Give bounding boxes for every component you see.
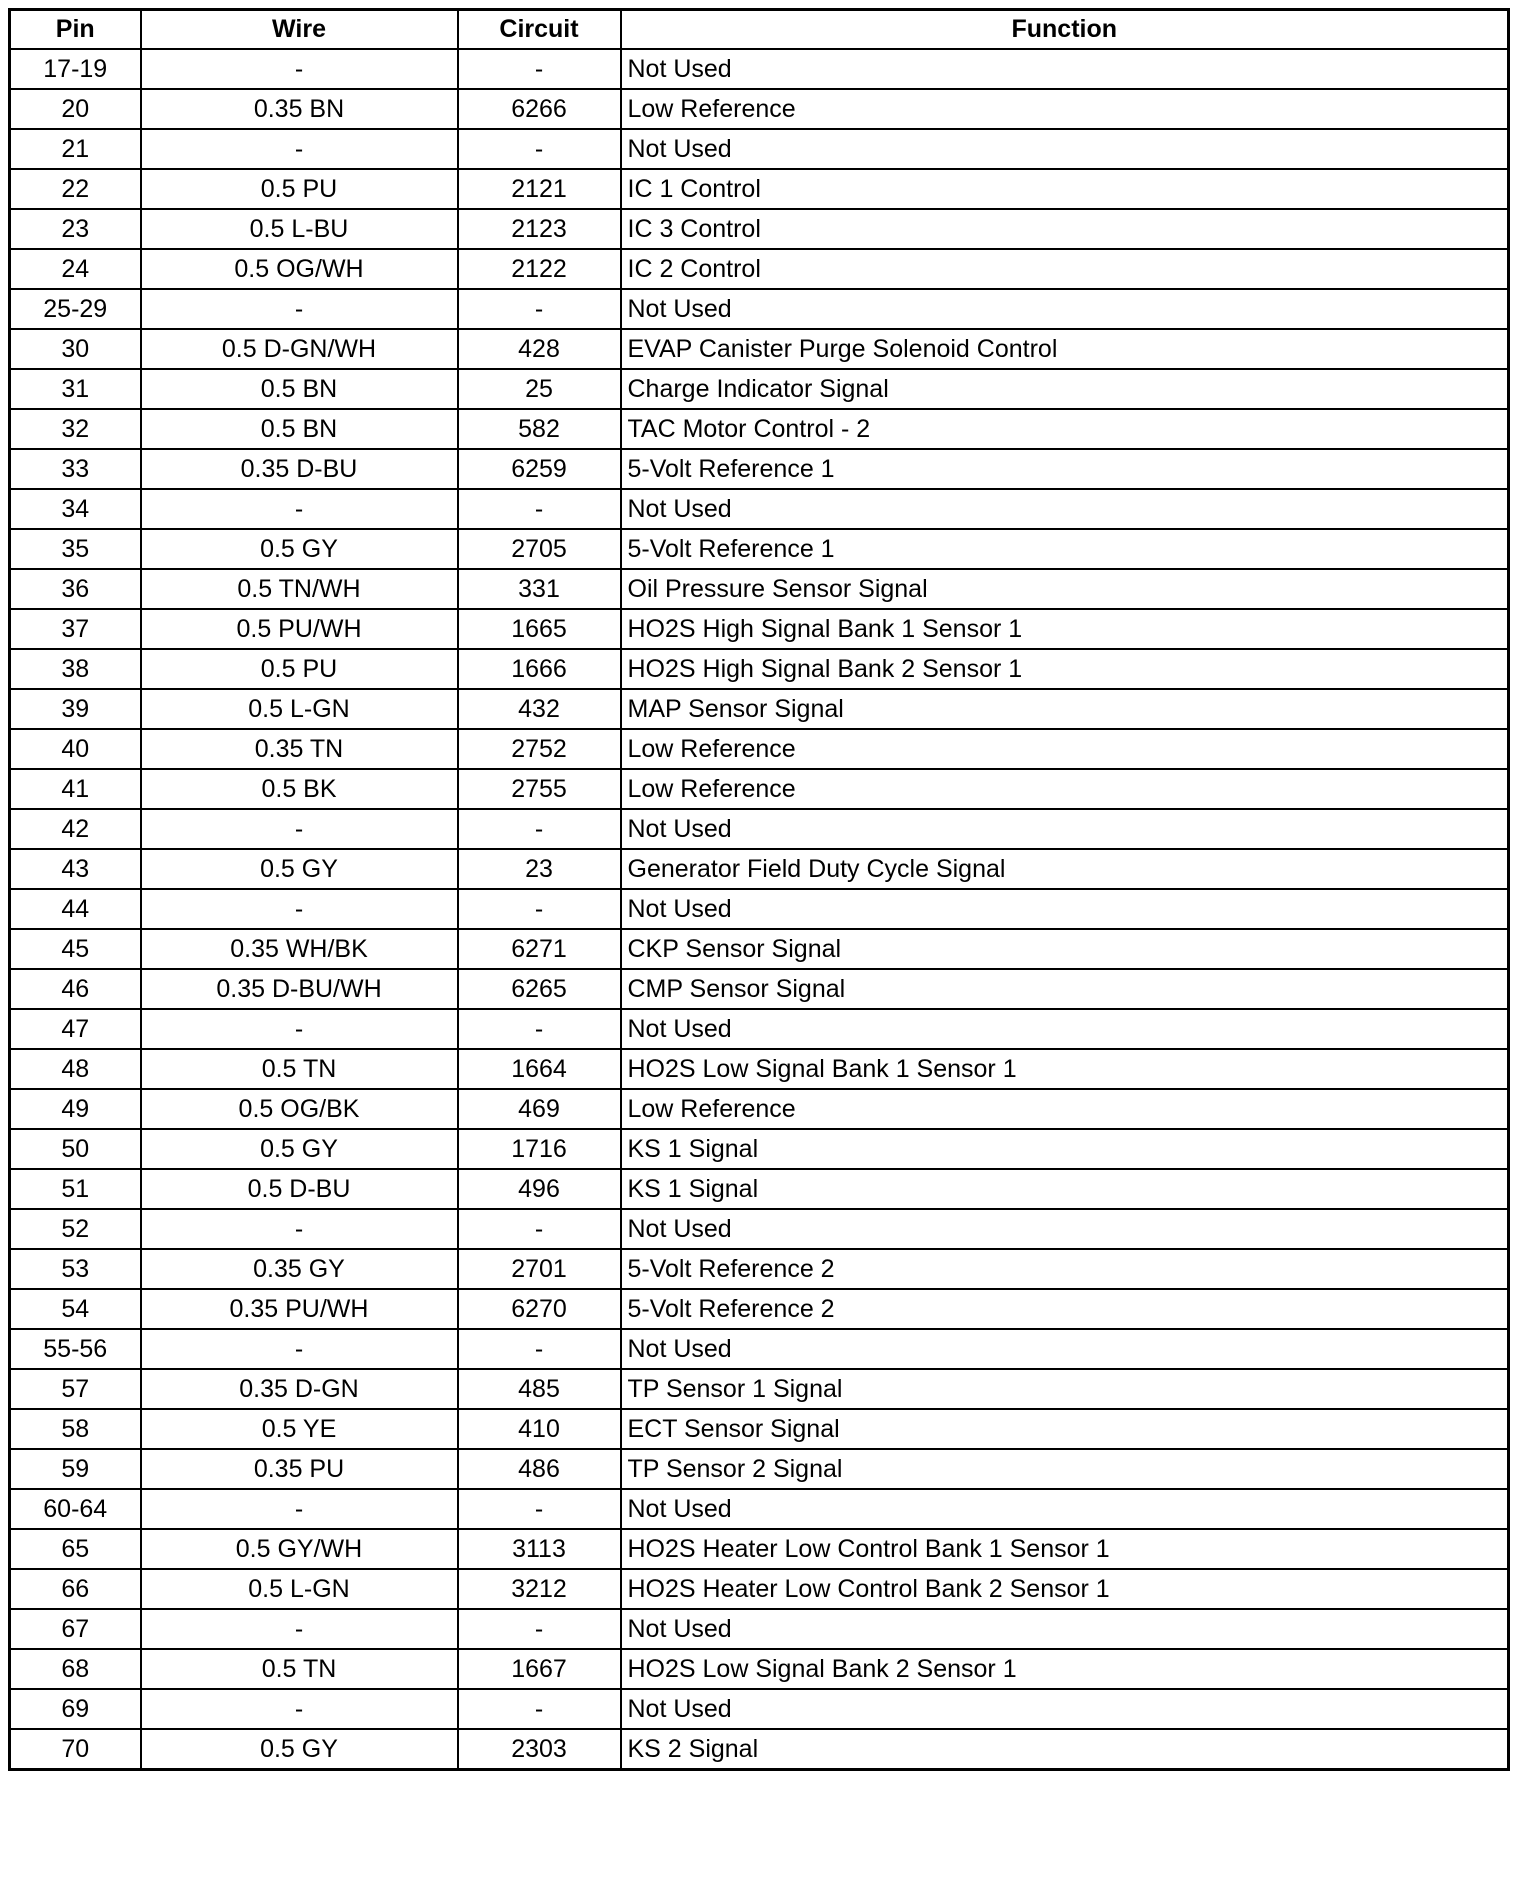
table-row [10, 689, 1509, 729]
cell-wire: - [141, 1689, 458, 1729]
table-row [10, 769, 1509, 809]
table-row [10, 1569, 1509, 1609]
table-row [10, 1249, 1509, 1289]
cell-function: HO2S Heater Low Control Bank 2 Sensor 1 [621, 1569, 1509, 1609]
cell-pin: 35 [10, 529, 141, 569]
cell-circuit: 1716 [458, 1129, 621, 1169]
cell-circuit: 6266 [458, 89, 621, 129]
cell-circuit: 485 [458, 1369, 621, 1409]
cell-wire: - [141, 489, 458, 529]
table-row [10, 729, 1509, 769]
cell-wire: 0.5 GY [141, 1129, 458, 1169]
cell-pin: 54 [10, 1289, 141, 1329]
cell-wire: - [141, 889, 458, 929]
cell-circuit: - [458, 1209, 621, 1249]
table-row [10, 1649, 1509, 1689]
cell-pin: 39 [10, 689, 141, 729]
cell-circuit: 2705 [458, 529, 621, 569]
cell-wire: 0.5 D-GN/WH [141, 329, 458, 369]
cell-pin: 24 [10, 249, 141, 289]
table-row [10, 1529, 1509, 1569]
cell-wire: 0.5 GY [141, 1729, 458, 1770]
cell-wire: 0.35 PU [141, 1449, 458, 1489]
table-row [10, 1369, 1509, 1409]
cell-circuit: 432 [458, 689, 621, 729]
cell-function: Not Used [621, 49, 1509, 89]
cell-wire: 0.5 BN [141, 409, 458, 449]
cell-pin: 21 [10, 129, 141, 169]
cell-pin: 66 [10, 1569, 141, 1609]
table-row [10, 1609, 1509, 1649]
table-row [10, 889, 1509, 929]
table-row [10, 1209, 1509, 1249]
cell-pin: 57 [10, 1369, 141, 1409]
cell-circuit: 2122 [458, 249, 621, 289]
cell-circuit: 331 [458, 569, 621, 609]
cell-wire: - [141, 809, 458, 849]
cell-pin: 55-56 [10, 1329, 141, 1369]
cell-circuit: 428 [458, 329, 621, 369]
cell-pin: 60-64 [10, 1489, 141, 1529]
cell-circuit: 6270 [458, 1289, 621, 1329]
cell-circuit: 2123 [458, 209, 621, 249]
cell-pin: 38 [10, 649, 141, 689]
cell-pin: 49 [10, 1089, 141, 1129]
cell-function: HO2S High Signal Bank 2 Sensor 1 [621, 649, 1509, 689]
cell-circuit: - [458, 809, 621, 849]
table-row [10, 569, 1509, 609]
cell-function: Not Used [621, 289, 1509, 329]
cell-wire: 0.5 OG/WH [141, 249, 458, 289]
cell-circuit: 486 [458, 1449, 621, 1489]
table-row [10, 1049, 1509, 1089]
cell-pin: 42 [10, 809, 141, 849]
cell-pin: 25-29 [10, 289, 141, 329]
cell-function: MAP Sensor Signal [621, 689, 1509, 729]
cell-function: TP Sensor 2 Signal [621, 1449, 1509, 1489]
cell-function: Not Used [621, 1009, 1509, 1049]
table-row [10, 249, 1509, 289]
cell-function: KS 1 Signal [621, 1169, 1509, 1209]
cell-pin: 48 [10, 1049, 141, 1089]
table-row [10, 1489, 1509, 1529]
cell-wire: - [141, 1489, 458, 1529]
cell-wire: 0.35 D-BU [141, 449, 458, 489]
cell-pin: 41 [10, 769, 141, 809]
cell-wire: - [141, 1609, 458, 1649]
cell-circuit: - [458, 49, 621, 89]
table-row [10, 209, 1509, 249]
table-row [10, 89, 1509, 129]
cell-function: TAC Motor Control - 2 [621, 409, 1509, 449]
table-row [10, 49, 1509, 89]
cell-pin: 70 [10, 1729, 141, 1770]
cell-function: HO2S High Signal Bank 1 Sensor 1 [621, 609, 1509, 649]
cell-wire: 0.5 PU [141, 169, 458, 209]
cell-function: Not Used [621, 1609, 1509, 1649]
table-row [10, 1449, 1509, 1489]
cell-function: Low Reference [621, 769, 1509, 809]
cell-circuit: 23 [458, 849, 621, 889]
cell-pin: 37 [10, 609, 141, 649]
cell-pin: 51 [10, 1169, 141, 1209]
cell-pin: 40 [10, 729, 141, 769]
cell-pin: 67 [10, 1609, 141, 1649]
cell-circuit: 2701 [458, 1249, 621, 1289]
cell-wire: 0.35 TN [141, 729, 458, 769]
table-row [10, 1129, 1509, 1169]
cell-pin: 23 [10, 209, 141, 249]
cell-circuit: - [458, 1489, 621, 1529]
cell-circuit: 496 [458, 1169, 621, 1209]
cell-wire: 0.5 D-BU [141, 1169, 458, 1209]
cell-wire: 0.5 BK [141, 769, 458, 809]
cell-pin: 68 [10, 1649, 141, 1689]
cell-function: IC 2 Control [621, 249, 1509, 289]
cell-circuit: - [458, 889, 621, 929]
cell-wire: 0.5 GY [141, 529, 458, 569]
cell-function: Generator Field Duty Cycle Signal [621, 849, 1509, 889]
cell-pin: 52 [10, 1209, 141, 1249]
cell-pin: 69 [10, 1689, 141, 1729]
cell-function: HO2S Heater Low Control Bank 1 Sensor 1 [621, 1529, 1509, 1569]
cell-circuit: 3113 [458, 1529, 621, 1569]
cell-wire: 0.5 TN [141, 1049, 458, 1089]
cell-circuit: 25 [458, 369, 621, 409]
connector-pinout-table [8, 8, 1510, 1771]
cell-function: IC 3 Control [621, 209, 1509, 249]
cell-wire: 0.5 TN [141, 1649, 458, 1689]
cell-pin: 33 [10, 449, 141, 489]
cell-wire: 0.5 GY [141, 849, 458, 889]
table-row [10, 1169, 1509, 1209]
table-row [10, 1689, 1509, 1729]
cell-circuit: 2755 [458, 769, 621, 809]
cell-function: Not Used [621, 1329, 1509, 1369]
cell-wire: 0.35 D-BU/WH [141, 969, 458, 1009]
cell-wire: 0.35 PU/WH [141, 1289, 458, 1329]
table-row [10, 1329, 1509, 1369]
cell-circuit: 6271 [458, 929, 621, 969]
table-row [10, 329, 1509, 369]
cell-circuit: - [458, 489, 621, 529]
cell-function: HO2S Low Signal Bank 1 Sensor 1 [621, 1049, 1509, 1089]
cell-function: Not Used [621, 809, 1509, 849]
cell-wire: 0.5 L-GN [141, 689, 458, 729]
cell-pin: 45 [10, 929, 141, 969]
cell-circuit: 1665 [458, 609, 621, 649]
header-circuit: Circuit [458, 10, 621, 50]
cell-pin: 30 [10, 329, 141, 369]
cell-pin: 43 [10, 849, 141, 889]
cell-wire: 0.5 BN [141, 369, 458, 409]
cell-wire: 0.35 D-GN [141, 1369, 458, 1409]
table-row [10, 529, 1509, 569]
cell-function: Low Reference [621, 89, 1509, 129]
table-row [10, 169, 1509, 209]
header-row [10, 10, 1509, 50]
cell-pin: 31 [10, 369, 141, 409]
cell-wire: - [141, 1329, 458, 1369]
cell-function: 5-Volt Reference 2 [621, 1289, 1509, 1329]
cell-circuit: - [458, 289, 621, 329]
cell-pin: 20 [10, 89, 141, 129]
table-row [10, 449, 1509, 489]
cell-pin: 17-19 [10, 49, 141, 89]
cell-circuit: 2752 [458, 729, 621, 769]
table-row [10, 849, 1509, 889]
cell-function: Low Reference [621, 1089, 1509, 1129]
table-row [10, 809, 1509, 849]
cell-wire: 0.5 OG/BK [141, 1089, 458, 1129]
cell-function: HO2S Low Signal Bank 2 Sensor 1 [621, 1649, 1509, 1689]
cell-pin: 47 [10, 1009, 141, 1049]
cell-pin: 59 [10, 1449, 141, 1489]
table-row [10, 1089, 1509, 1129]
cell-circuit: - [458, 1689, 621, 1729]
table-row [10, 1409, 1509, 1449]
table-row [10, 289, 1509, 329]
cell-function: Not Used [621, 129, 1509, 169]
header-function: Function [621, 10, 1509, 50]
cell-circuit: 6259 [458, 449, 621, 489]
cell-wire: 0.5 L-GN [141, 1569, 458, 1609]
table-row [10, 609, 1509, 649]
cell-circuit: - [458, 129, 621, 169]
cell-function: Oil Pressure Sensor Signal [621, 569, 1509, 609]
cell-function: CKP Sensor Signal [621, 929, 1509, 969]
cell-circuit: - [458, 1329, 621, 1369]
cell-circuit: 582 [458, 409, 621, 449]
cell-function: IC 1 Control [621, 169, 1509, 209]
cell-function: ECT Sensor Signal [621, 1409, 1509, 1449]
cell-function: Charge Indicator Signal [621, 369, 1509, 409]
cell-wire: 0.5 L-BU [141, 209, 458, 249]
cell-pin: 22 [10, 169, 141, 209]
cell-wire: - [141, 289, 458, 329]
cell-wire: 0.35 GY [141, 1249, 458, 1289]
table-row [10, 969, 1509, 1009]
cell-wire: 0.5 GY/WH [141, 1529, 458, 1569]
table-row [10, 489, 1509, 529]
cell-wire: - [141, 1009, 458, 1049]
cell-pin: 50 [10, 1129, 141, 1169]
cell-pin: 46 [10, 969, 141, 1009]
cell-function: Not Used [621, 1489, 1509, 1529]
cell-wire: - [141, 49, 458, 89]
cell-function: Not Used [621, 1209, 1509, 1249]
cell-pin: 36 [10, 569, 141, 609]
cell-function: EVAP Canister Purge Solenoid Control [621, 329, 1509, 369]
cell-function: 5-Volt Reference 1 [621, 529, 1509, 569]
table-row [10, 649, 1509, 689]
cell-wire: 0.35 BN [141, 89, 458, 129]
cell-function: Not Used [621, 1689, 1509, 1729]
table-body [10, 49, 1509, 1770]
cell-pin: 34 [10, 489, 141, 529]
cell-pin: 65 [10, 1529, 141, 1569]
header-pin: Pin [10, 10, 141, 50]
cell-pin: 58 [10, 1409, 141, 1449]
cell-function: 5-Volt Reference 1 [621, 449, 1509, 489]
cell-circuit: 2303 [458, 1729, 621, 1770]
cell-circuit: - [458, 1609, 621, 1649]
cell-function: CMP Sensor Signal [621, 969, 1509, 1009]
cell-function: Low Reference [621, 729, 1509, 769]
cell-circuit: 2121 [458, 169, 621, 209]
cell-circuit: 410 [458, 1409, 621, 1449]
cell-wire: 0.5 TN/WH [141, 569, 458, 609]
header-wire: Wire [141, 10, 458, 50]
cell-function: KS 2 Signal [621, 1729, 1509, 1770]
cell-function: TP Sensor 1 Signal [621, 1369, 1509, 1409]
cell-wire: - [141, 1209, 458, 1249]
table-row [10, 1009, 1509, 1049]
table-row [10, 409, 1509, 449]
cell-circuit: 3212 [458, 1569, 621, 1609]
cell-wire: 0.5 YE [141, 1409, 458, 1449]
cell-circuit: 1667 [458, 1649, 621, 1689]
cell-circuit: 1666 [458, 649, 621, 689]
table-row [10, 1729, 1509, 1770]
cell-function: KS 1 Signal [621, 1129, 1509, 1169]
cell-circuit: 469 [458, 1089, 621, 1129]
table-row [10, 129, 1509, 169]
cell-wire: 0.5 PU/WH [141, 609, 458, 649]
table-row [10, 929, 1509, 969]
cell-pin: 53 [10, 1249, 141, 1289]
cell-pin: 32 [10, 409, 141, 449]
table-row [10, 1289, 1509, 1329]
cell-function: Not Used [621, 889, 1509, 929]
cell-wire: - [141, 129, 458, 169]
cell-wire: 0.35 WH/BK [141, 929, 458, 969]
table-header [10, 10, 1509, 50]
cell-function: 5-Volt Reference 2 [621, 1249, 1509, 1289]
table-row [10, 369, 1509, 409]
cell-pin: 44 [10, 889, 141, 929]
cell-function: Not Used [621, 489, 1509, 529]
cell-circuit: 6265 [458, 969, 621, 1009]
cell-circuit: 1664 [458, 1049, 621, 1089]
cell-wire: 0.5 PU [141, 649, 458, 689]
cell-circuit: - [458, 1009, 621, 1049]
